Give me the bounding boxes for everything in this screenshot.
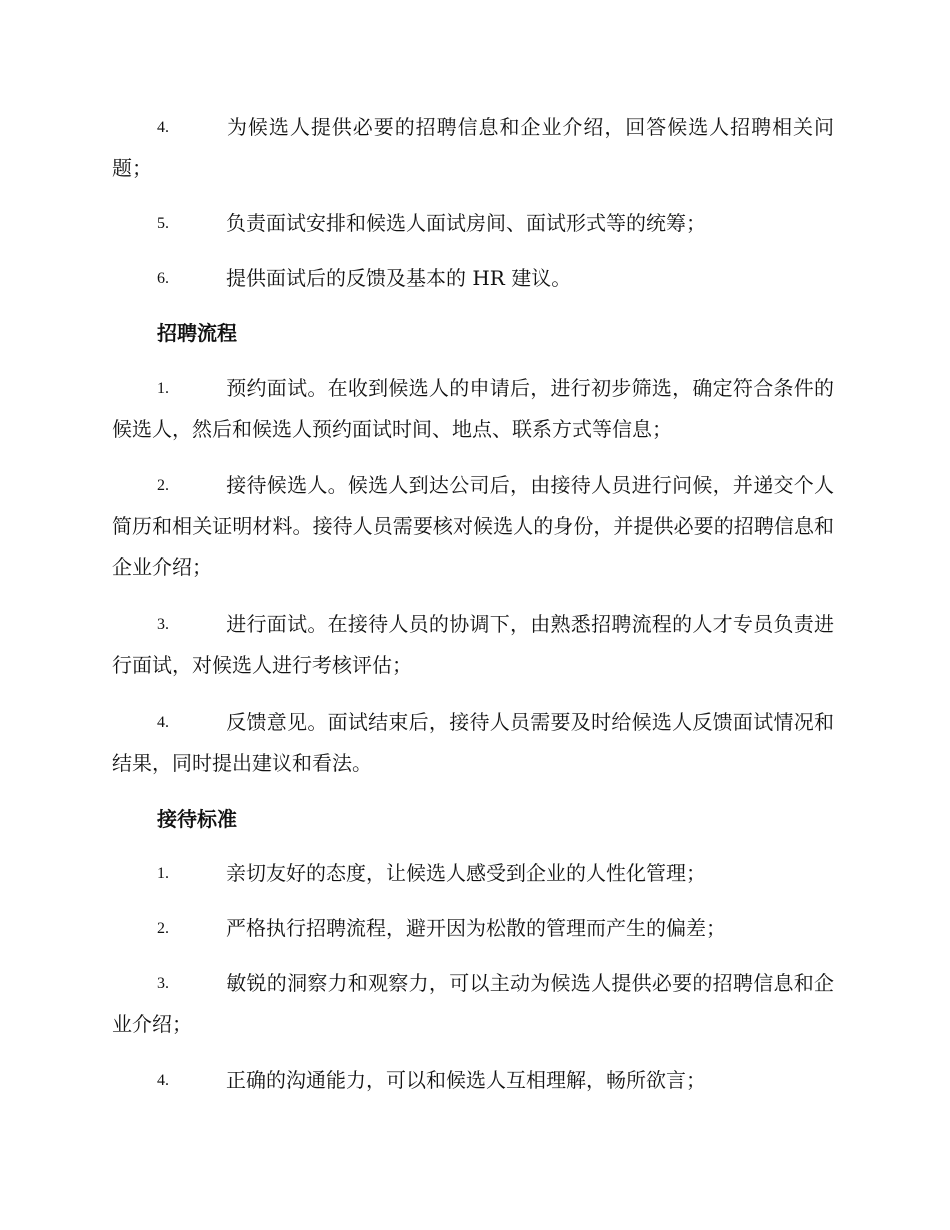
list-item: [112, 853, 834, 894]
list-text: 提供面试后的反馈及基本的 HR 建议。: [226, 266, 572, 290]
list-number: 6.: [157, 270, 169, 287]
list-item: [112, 203, 834, 244]
list-item: [112, 368, 834, 450]
list-number: 1.: [157, 865, 169, 882]
section-heading-process: 招聘流程: [157, 321, 237, 345]
section-heading-standards: 接待标准: [157, 807, 237, 831]
list-number: 2.: [157, 920, 169, 937]
list-item: [112, 107, 834, 189]
list-text: 正确的沟通能力，可以和候选人互相理解，畅所欲言；: [226, 1068, 706, 1092]
list-item: [112, 258, 834, 299]
list-item: [112, 702, 834, 784]
list-text: 负责面试安排和候选人面试房间、面试形式等的统筹；: [226, 211, 706, 235]
list-item: [112, 604, 834, 686]
list-text: 进行面试。在接待人员的协调下，由熟悉招聘流程的人才专员负责进行面试，对候选人进行考核评估；: [112, 612, 834, 677]
list-text: 预约面试。在收到候选人的申请后，进行初步筛选，确定符合条件的候选人，然后和候选人预约面试时间、地点、联系方式等信息；: [112, 376, 834, 441]
list-item: [112, 1060, 834, 1101]
list-item: [112, 908, 834, 949]
list-text: 接待候选人。候选人到达公司后，由接待人员进行问候，并递交个人简历和相关证明材料。接待人员需要核对候选人的身份，并提供必要的招聘信息和企业介绍；: [112, 473, 834, 579]
list-text: 为候选人提供必要的招聘信息和企业介绍，回答候选人招聘相关问题；: [112, 115, 834, 180]
list-number: 4.: [157, 1072, 169, 1089]
list-text: 敏锐的洞察力和观察力，可以主动为候选人提供必要的招聘信息和企业介绍；: [112, 971, 834, 1036]
list-text: 反馈意见。面试结束后，接待人员需要及时给候选人反馈面试情况和结果，同时提出建议和看法。: [112, 710, 834, 775]
list-text: 亲切友好的态度，让候选人感受到企业的人性化管理；: [226, 861, 706, 885]
list-number: 3.: [157, 616, 169, 633]
list-number: 4.: [157, 714, 169, 731]
list-item: [112, 465, 834, 588]
list-number: 5.: [157, 215, 169, 232]
list-text: 严格执行招聘流程，避开因为松散的管理而产生的偏差；: [226, 916, 726, 940]
list-item: [112, 963, 834, 1045]
list-number: 3.: [157, 975, 169, 992]
list-number: 1.: [157, 380, 169, 397]
list-number: 4.: [157, 119, 169, 136]
list-number: 2.: [157, 477, 169, 494]
